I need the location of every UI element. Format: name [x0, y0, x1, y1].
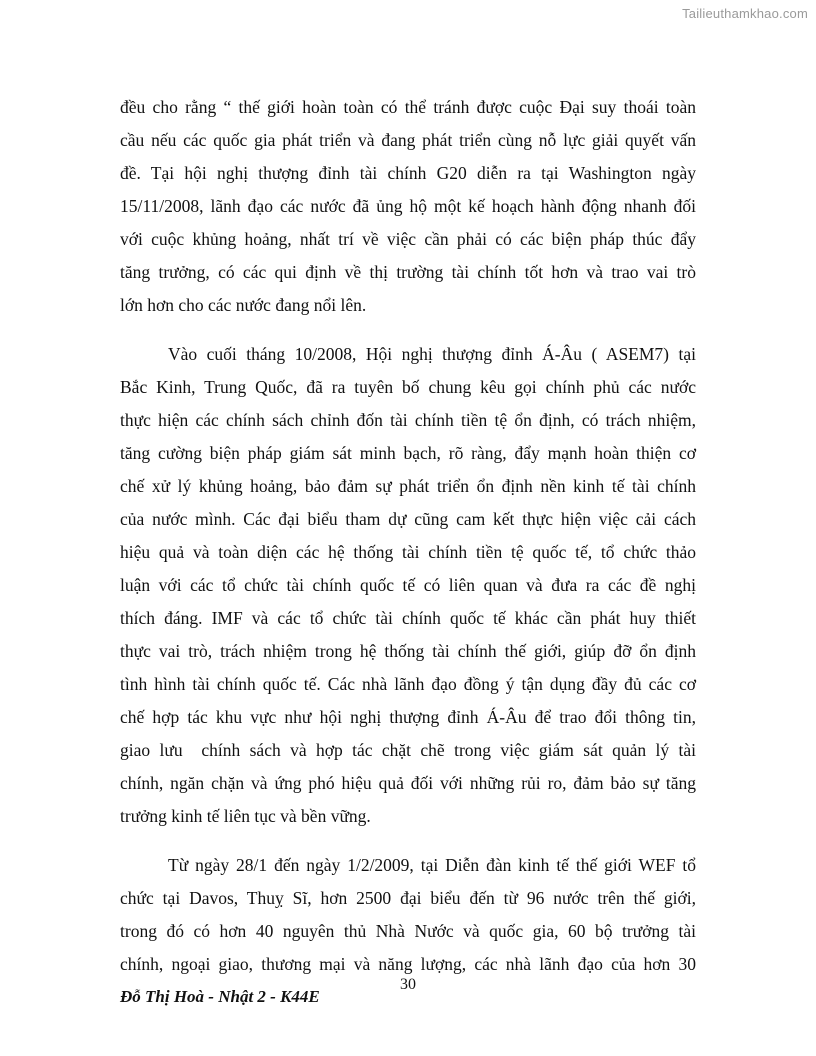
text-line: 15/11/2008, lãnh đạo các nước đã ủng hộ một kế hoạch hành động nhanh đối [120, 196, 696, 216]
text-line: thích đáng. IMF và các tổ chức tài chính quốc tế khác cần phát huy thiết [120, 608, 696, 628]
text-line: chế xử lý khủng hoảng, bảo đảm sự phát triển ổn định nền kinh tế tài chính [120, 476, 696, 496]
text-line: thực hiện các chính sách chỉnh đốn tài chính tiền tệ ổn định, có trách nhiệm, [120, 410, 696, 430]
text-line: đề. Tại hội nghị thượng đỉnh tài chính G20 diễn ra tại Washington ngày [120, 163, 696, 183]
text-line: Từ ngày 28/1 đến ngày 1/2/2009, tại Diễn đàn kinh tế thế giới WEF tổ [168, 855, 696, 875]
text-line: với cuộc khủng hoảng, nhất trí về việc cần phải có các biện pháp thúc đẩy [120, 229, 696, 249]
text-line: thực vai trò, trách nhiệm trong hệ thống tài chính thế giới, giúp đỡ ổn định [120, 641, 696, 661]
text-line: lớn hơn cho các nước đang nổi lên. [120, 295, 367, 315]
text-line: luận với các tổ chức tài chính quốc tế có liên quan và đưa ra các đề nghị [120, 575, 696, 595]
text-line: tình hình tài chính quốc tế. Các nhà lãnh đạo đồng ý tận dụng đầy đủ các cơ [120, 674, 696, 694]
text-line: chính, ngoại giao, thương mại và năng lượng, các nhà lãnh đạo của hơn 30 [120, 954, 696, 974]
document-body [120, 96, 696, 986]
text-line: tăng cường biện pháp giám sát minh bạch, rõ ràng, đẩy mạnh hoàn thiện cơ [120, 443, 696, 463]
text-line: chế hợp tác khu vực như hội nghị thượng đỉnh Á-Âu để trao đổi thông tin, [120, 707, 696, 727]
paragraph-2 [120, 343, 696, 838]
page-number: 30 [400, 976, 416, 993]
text-line: chính, ngăn chặn và ứng phó hiệu quả đối với những rủi ro, đảm bảo sự tăng [120, 773, 696, 793]
text-line: chức tại Davos, Thuỵ Sĩ, hơn 2500 đại biểu đến từ 96 nước trên thế giới, [120, 888, 696, 908]
text-line: đều cho rằng “ thế giới hoàn toàn có thể tránh được cuộc Đại suy thoái toàn [120, 97, 696, 117]
text-line: Bắc Kinh, Trung Quốc, đã ra tuyên bố chung kêu gọi chính phủ các nước [120, 377, 696, 397]
text-line: của nước mình. Các đại biểu tham dự cũng cam kết thực hiện việc cải cách [120, 509, 696, 529]
watermark: Tailieuthamkhao.com [682, 6, 808, 21]
footer-author: Đỗ Thị Hoà - Nhật 2 - K44E [120, 987, 320, 1006]
text-line: trưởng kinh tế liên tục và bền vững. [120, 806, 371, 826]
paragraph-3 [120, 854, 696, 986]
text-line: hiệu quả và toàn diện các hệ thống tài chính tiền tệ quốc tế, tổ chức thảo [120, 542, 696, 562]
text-line: tăng trưởng, có các qui định về thị trường tài chính tốt hơn và trao vai trò [120, 262, 696, 282]
text-line: giao lưu chính sách và hợp tác chặt chẽ trong việc giám sát quản lý tài [120, 740, 696, 760]
paragraph-1 [120, 96, 696, 327]
text-line: cầu nếu các quốc gia phát triển và đang phát triển cùng nỗ lực giải quyết vấn [120, 130, 696, 150]
text-line: Vào cuối tháng 10/2008, Hội nghị thượng đỉnh Á-Âu ( ASEM7) tại [168, 344, 696, 364]
text-line: trong đó có hơn 40 nguyên thủ Nhà Nước và quốc gia, 60 bộ trưởng tài [120, 921, 696, 941]
